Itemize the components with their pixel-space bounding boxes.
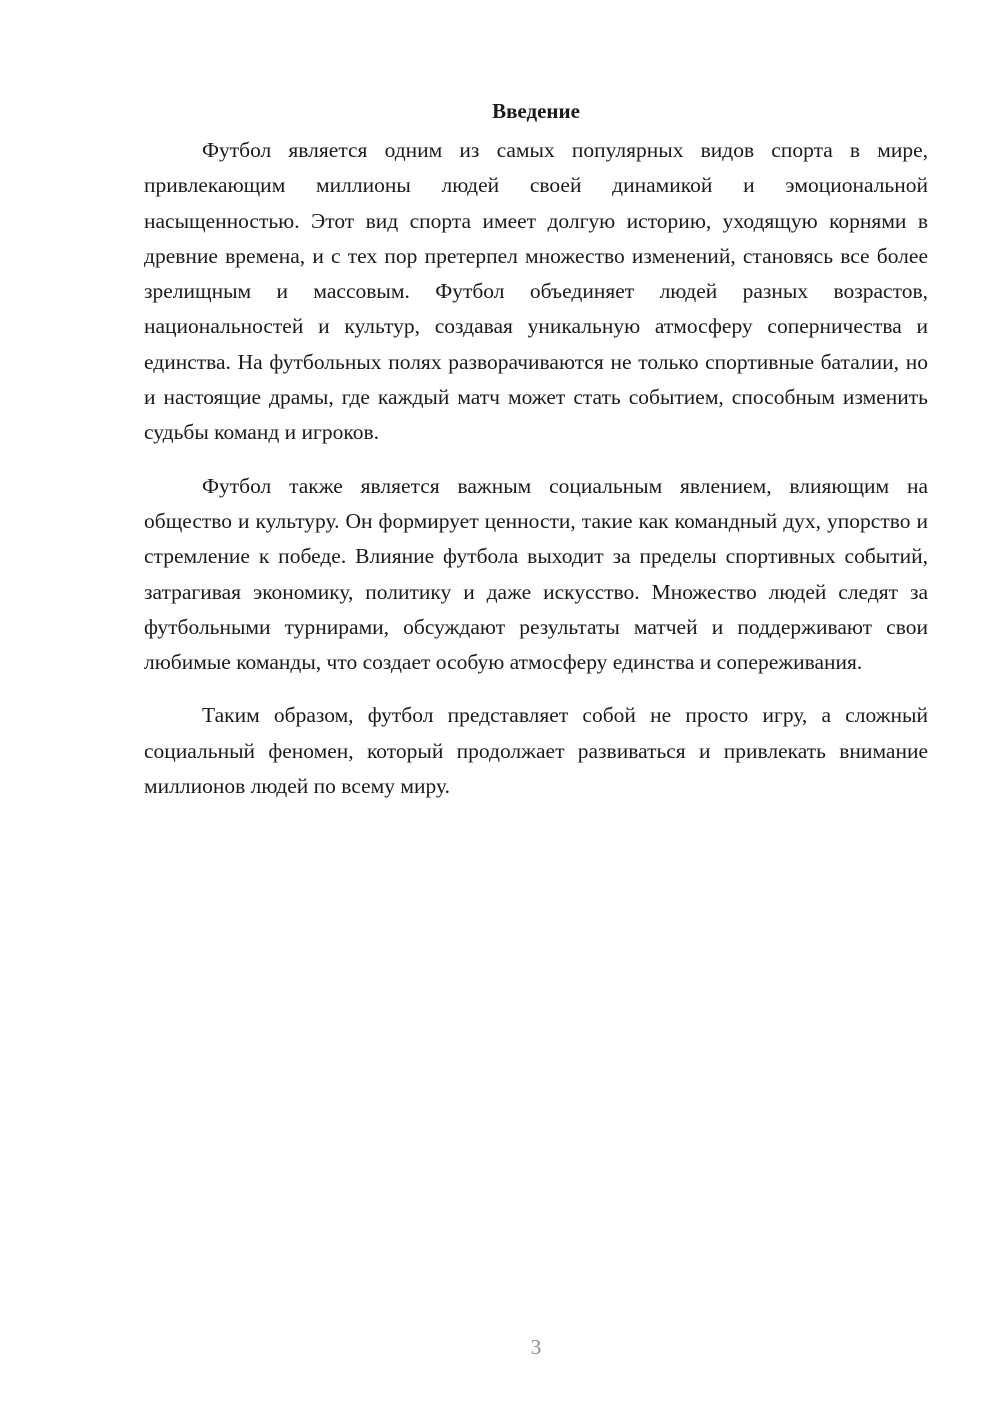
- section-heading: Введение: [492, 99, 580, 123]
- paragraph-2: Футбол также является важным социальным явлением, влияющим на общество и культуру. Он формирует ценности, такие как командный дух, упорство и стремление к победе. Влияние футбола выходит за пределы спортивных событий, затрагивая экономику, политику и даже искусство. Множество людей следят за футбольными турнирами, обсуждают результаты матчей и поддерживают свои любимые команды, что создает особую атмосферу единства и сопереживания.: [144, 473, 928, 675]
- page-content: [144, 94, 928, 804]
- page-number: 3: [530, 1335, 542, 1359]
- paragraph-3: Таким образом, футбол представляет собой не просто игру, а сложный социальный феномен, который продолжает развиваться и привлекать внимание миллионов людей по всему миру.: [144, 703, 928, 799]
- paragraph-1: Футбол является одним из самых популярных видов спорта в мире, привлекающим миллионы людей своей динамикой и эмоциональной насыщенностью. Этот вид спорта имеет долгую историю, уходящую корнями в древние времена, и с тех пор претерпел множество изменений, становясь все более зрелищным и массовым. Футбол объединяет людей разных возрастов, национальностей и культур, создавая уникальную атмосферу соперничества и единства. На футбольных полях разворачиваются не только спортивные баталии, но и настоящие драмы, где каждый матч может стать событием, способным изменить судьбы команд и игроков.: [144, 138, 928, 445]
